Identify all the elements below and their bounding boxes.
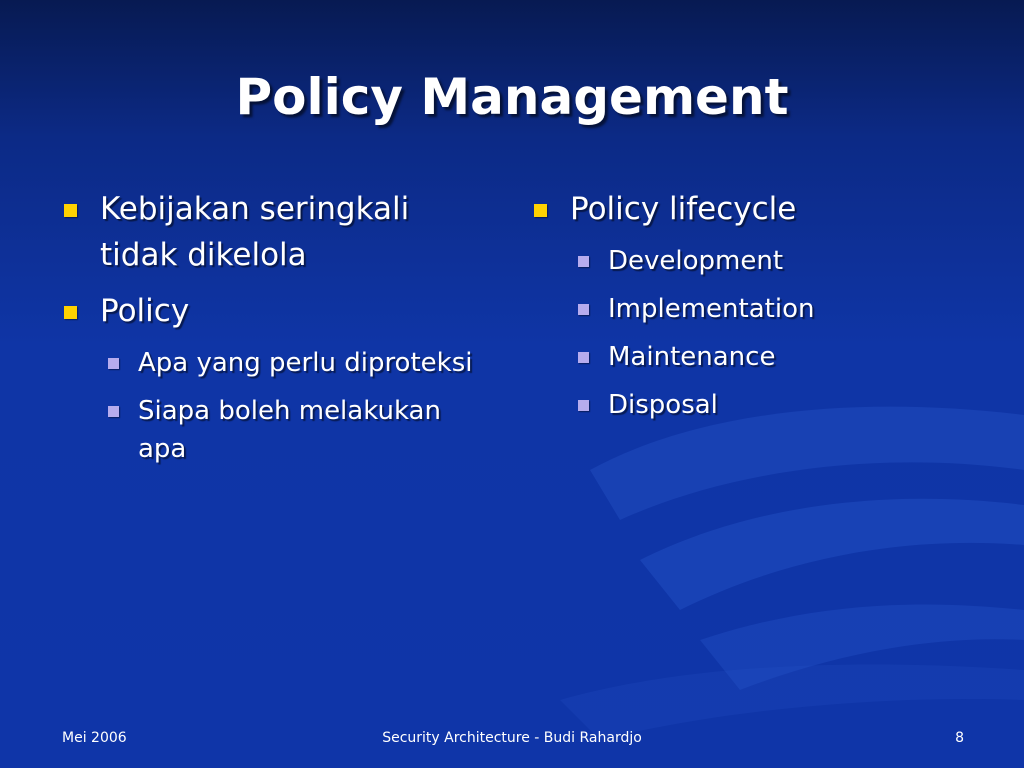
square-sub-bullet-icon <box>578 352 589 363</box>
bullet-item <box>62 288 482 334</box>
square-sub-bullet-icon <box>108 406 119 417</box>
sub-bullet-text: Maintenance <box>608 342 776 372</box>
right-column <box>532 186 972 434</box>
sub-bullet-item <box>578 290 972 328</box>
sub-bullet-text: Disposal <box>608 390 718 420</box>
bullet-text: Policy lifecycle <box>570 191 797 227</box>
sub-bullet-item <box>578 386 972 424</box>
sub-bullet-item <box>108 344 482 382</box>
slide-title: Policy Management <box>235 68 789 126</box>
sub-bullet-text: Implementation <box>608 294 815 324</box>
sub-bullet-text: Development <box>608 246 784 276</box>
square-sub-bullet-icon <box>578 400 589 411</box>
square-bullet-icon <box>534 204 547 217</box>
sub-bullet-text: Siapa boleh melakukan apa <box>138 396 441 464</box>
square-bullet-icon <box>64 204 77 217</box>
bullet-text: Policy <box>100 293 190 329</box>
sub-bullet-item <box>108 392 482 468</box>
bullet-item <box>532 186 972 232</box>
square-sub-bullet-icon <box>578 256 589 267</box>
page-number: 8 <box>955 730 964 746</box>
footer-title: Security Architecture - Budi Rahardjo <box>382 730 642 746</box>
footer-date: Mei 2006 <box>62 730 127 746</box>
bullet-text: Kebijakan seringkali tidak dikelola <box>100 191 410 273</box>
square-bullet-icon <box>64 306 77 319</box>
sub-bullet-item <box>578 242 972 280</box>
left-column <box>62 186 482 478</box>
sub-bullet-item <box>578 338 972 376</box>
square-sub-bullet-icon <box>578 304 589 315</box>
sub-bullet-text: Apa yang perlu diproteksi <box>138 348 473 378</box>
bullet-item <box>62 186 482 278</box>
square-sub-bullet-icon <box>108 358 119 369</box>
